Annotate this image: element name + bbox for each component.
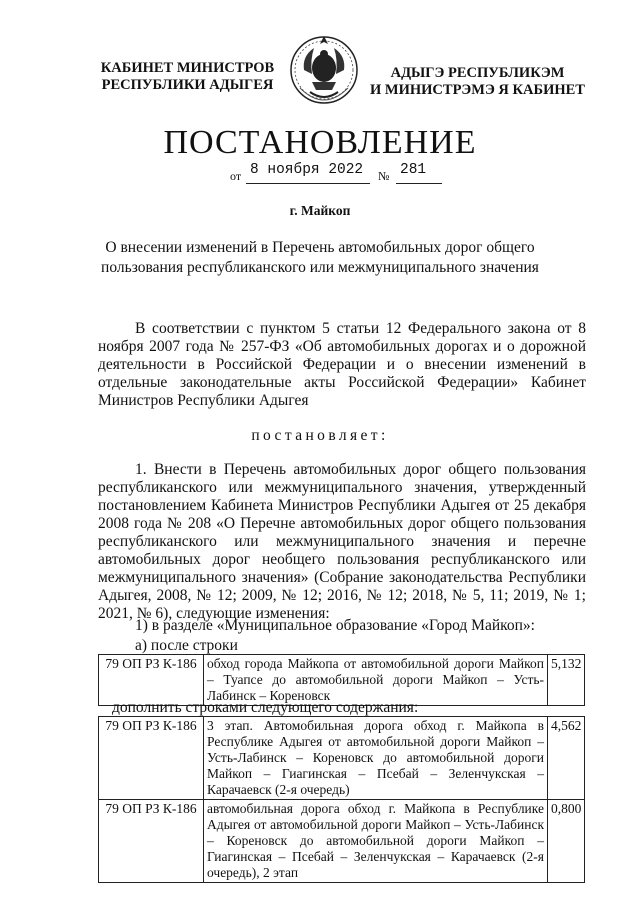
road-description: 3 этап. Автомобильная дорога обход г. Майкопа в Республике Адыгея от автомобильной дороги Майкоп – Усть-Лабинск – Кореновск до автомобильной дороги Майкоп – Гиагинская – Псебай – Зеленчукская – Карачаевск (2-я очередь) — [204, 717, 548, 800]
date-from-label: от — [230, 169, 242, 183]
road-length: 5,132 — [548, 655, 585, 706]
item-1-paragraph: 1. Внести в Перечень автомобильных дорог общего пользования республиканского или межмуниципального значения, утвержденный постановлением Кабинета Министров Республики Адыгея от 25 декабря 2008 года № 208 «О Перечне автомобильных дорог общего пользования республиканского или межмуниципального значения и перечне автомобильных дорог необщего пользования республиканского или межмуниципального значения» (Собрание законодательства Республики Адыгея, 2008, № 12; 2009, № 12; 2016, № 12; 2018, № 5, 11; 2019, № 1; 2021, № 6), следующие изменения: — [98, 461, 586, 622]
issuer-adyghe-line-2: И МИНИСТРЭМЭ Я КАБИНЕТ — [370, 82, 585, 98]
table-row — [99, 717, 585, 800]
document-city: г. Майкоп — [289, 203, 351, 218]
road-code: 79 ОП РЗ К-186 — [99, 800, 204, 883]
issuer-line-1: КАБИНЕТ МИНИСТРОВ — [100, 60, 275, 76]
issuer-line-2: РЕСПУБЛИКИ АДЫГЕЯ — [101, 77, 274, 93]
date-number-line — [230, 162, 450, 184]
number-label: № — [378, 169, 390, 183]
preamble-paragraph: В соответствии с пунктом 5 статьи 12 Федерального закона от 8 ноября 2007 года № 257-ФЗ «Об автомобильных дорогах и о дорожной деятельности в Российской Федерации и о внесении изменений в отдельные законодательные акты Российской Федерации» Кабинет Министров Республики Адыгея — [98, 320, 586, 409]
subitem-1: 1) в разделе «Муниципальное образование «Город Майкоп»: — [135, 617, 535, 634]
road-code: 79 ОП РЗ К-186 — [99, 655, 204, 706]
subitem-a: а) после строки — [135, 637, 238, 654]
add-lines-text: дополнить строками следующего содержания: — [112, 699, 419, 716]
document-number: 281 — [400, 162, 427, 178]
issuer-name-adyghe — [370, 65, 585, 99]
coat-of-arms-icon — [288, 30, 360, 114]
road-code: 79 ОП РЗ К-186 — [99, 717, 204, 800]
number-underline — [396, 183, 442, 184]
decree-word: постановляет: — [251, 427, 389, 444]
issuer-name-russian — [95, 60, 280, 94]
date-underline — [246, 183, 370, 184]
document-title: ПОСТАНОВЛЕНИЕ — [163, 124, 477, 161]
document-date: 8 ноября 2022 — [250, 162, 364, 178]
table-row — [99, 800, 585, 883]
table-new-rows — [98, 716, 585, 883]
document-subject: О внесении изменений в Перечень автомобильных дорог общего пользования республиканского или межмуниципального значения — [101, 239, 539, 276]
road-length: 4,562 — [548, 717, 585, 800]
road-description: автомобильная дорога обход г. Майкопа в Республике Адыгея от автомобильной дороги Майкоп – Усть-Лабинск – Кореновск до автомобильной дороги Майкоп – Гиагинская – Псебай – Зеленчукская – Карачаевск (2-я очередь), 2 этап — [204, 800, 548, 883]
issuer-adyghe-line-1: АДЫГЭ РЕСПУБЛИКЭМ — [390, 65, 565, 81]
road-description: обход города Майкопа от автомобильной дороги Майкоп – Туапсе до автомобильной дороги Майкоп – Усть-Лабинск – Кореновск — [204, 655, 548, 706]
road-length: 0,800 — [548, 800, 585, 883]
table-row — [99, 655, 585, 706]
